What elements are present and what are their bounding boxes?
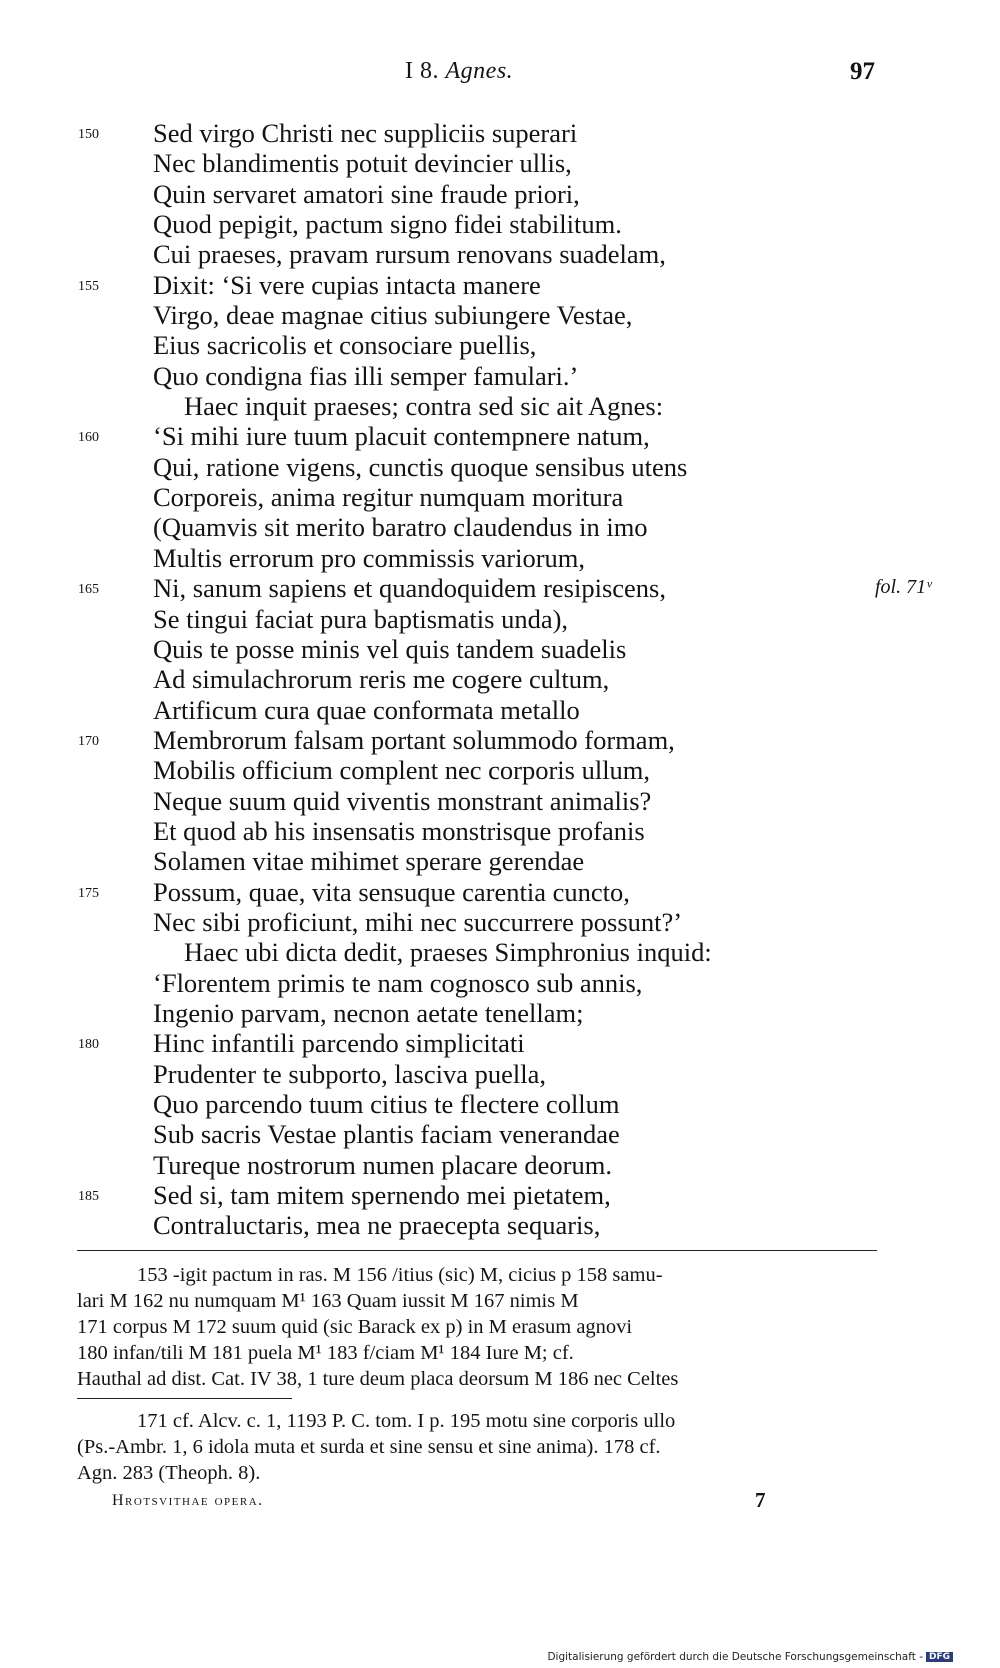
line-number: 175: [78, 885, 99, 901]
verse-text: Et quod ab his insensatis monstrisque profanis: [153, 815, 645, 846]
apparatus-divider: [77, 1250, 877, 1251]
verse-text: Sed virgo Christi nec suppliciis superari: [153, 118, 578, 148]
folio-marginal-note: fol. 71ᵛ: [875, 576, 932, 599]
running-head-prefix: I 8.: [405, 58, 446, 84]
verse-line: [0, 1150, 1000, 1180]
verse-text: Haec ubi dicta dedit, praeses Simphronius inquid:: [184, 937, 712, 968]
verse-line: [0, 786, 1000, 816]
source-text: Agn. 283 (Theoph. 8).: [77, 1462, 261, 1484]
verse-text: Virgo, deae magnae citius subiungere Vestae,: [153, 300, 633, 331]
verse-line: [0, 695, 1000, 725]
verse-text: Mobilis officium complent nec corporis ullum,: [153, 755, 651, 786]
line-number: 155: [78, 278, 99, 294]
source-line: [77, 1460, 877, 1486]
verse-text: Quo condigna fias illi semper famulari.’: [153, 360, 579, 391]
verse-line: [0, 1119, 1000, 1149]
verse-line: [0, 148, 1000, 178]
verse-line: [0, 1028, 1000, 1058]
apparatus-text: Hauthal ad dist. Cat. IV 38, 1 ture deum placa deorsum M 186 nec Celtes: [77, 1368, 679, 1390]
verse-text: Membrorum falsam portant solummodo formam,: [153, 724, 675, 755]
verse-line: [0, 361, 1000, 391]
verse-text: Quo parcendo tuum citius te flectere collum: [153, 1089, 620, 1119]
verse-line: [0, 330, 1000, 360]
verse-text: Dixit: ‘Si vere cupias intacta manere: [153, 269, 541, 300]
verse-line: [0, 118, 1000, 148]
source-text: (Ps.-Ambr. 1, 6 idola muta et surda et sine sensu et sine anima). 178 cf.: [77, 1436, 661, 1458]
page-number: 97: [850, 58, 875, 85]
verse-line: [0, 846, 1000, 876]
verse-text: Sub sacris Vestae plantis faciam venerandae: [153, 1119, 620, 1150]
apparatus-text: 153 -igit pactum in ras. M 156 /itius (sic) M, cicius p 158 samu-: [137, 1264, 663, 1286]
running-head-title: Agnes.: [445, 58, 514, 84]
line-number: 150: [78, 127, 99, 142]
verse-line: [0, 239, 1000, 269]
source-line: [77, 1408, 877, 1434]
apparatus-line: [77, 1340, 877, 1366]
verse-line: [0, 604, 1000, 634]
verse-text: Haec inquit praeses; contra sed sic ait Agnes:: [184, 391, 664, 422]
apparatus-text: 171 corpus M 172 suum quid (sic Barack ex p) in M erasum agnovi: [77, 1316, 633, 1338]
verse-text: Qui, ratione vigens, cunctis quoque sensibus utens: [153, 451, 688, 482]
verse-line: [0, 1180, 1000, 1210]
verse-line: [0, 452, 1000, 482]
line-number: 160: [78, 430, 99, 446]
line-number: 170: [78, 733, 99, 749]
verse-text: Contraluctaris, mea ne praecepta sequaris,: [153, 1210, 601, 1241]
verse-text: Prudenter te subporto, lasciva puella,: [153, 1058, 546, 1089]
signature-line: [0, 1488, 1000, 1518]
verse-text: Possum, quae, vita sensuque carentia cuncto,: [153, 876, 630, 907]
verse-text: Ni, sanum sapiens et quandoquidem resipiscens,: [153, 573, 666, 604]
apparatus-line: [77, 1288, 877, 1314]
verse-text: Cui praeses, pravam rursum renovans suadelam,: [153, 239, 666, 270]
verse-line: [0, 1089, 1000, 1119]
source-notes: [77, 1408, 877, 1486]
verse-line: [0, 270, 1000, 300]
apparatus-text: 180 infan/tili M 181 puela M¹ 183 f/ciam M¹ 184 Iure M; cf.: [77, 1342, 574, 1364]
dfg-logo-icon: DFG: [926, 1652, 953, 1662]
verse-text: Ad simulachrorum reris me cogere cultum,: [153, 664, 610, 695]
verse-line: [0, 968, 1000, 998]
verse-line: [0, 543, 1000, 573]
verse-line: [0, 755, 1000, 785]
apparatus-line: [77, 1366, 877, 1392]
verse-text: Nec blandimentis potuit devincier ullis,: [153, 148, 572, 179]
digitization-credit: [547, 1651, 953, 1663]
verse-line: [0, 421, 1000, 451]
credit-text: Digitalisierung gefördert durch die Deutsche Forschungsgemeinschaft -: [547, 1651, 923, 1663]
line-number: 185: [78, 1189, 99, 1205]
page-header: [0, 52, 1000, 92]
source-line: [77, 1434, 877, 1460]
source-text: 171 cf. Alcv. c. 1, 1193 P. C. tom. I p. 195 motu sine corporis ullo: [137, 1410, 676, 1432]
verse-text: Nec sibi proficiunt, mihi nec succurrere possunt?’: [153, 906, 683, 937]
verse-line: [0, 816, 1000, 846]
verse-text: Neque suum quid viventis monstrant animalis?: [153, 785, 652, 816]
verse-text: Hinc infantili parcendo simplicitati: [153, 1028, 525, 1059]
signature-mark: 7: [755, 1488, 766, 1512]
running-head: [405, 58, 513, 85]
verse-text: Se tingui faciat pura baptismatis unda),: [153, 603, 569, 634]
verse-text: Ingenio parvam, necnon aetate tenellam;: [153, 997, 584, 1028]
verse-text: Corporeis, anima regitur numquam moritura: [153, 482, 624, 513]
verse-text: Tureque nostrorum numen placare deorum.: [153, 1149, 612, 1180]
verse-line: [0, 907, 1000, 937]
line-number: 180: [78, 1037, 99, 1053]
verse-text: (Quamvis sit merito baratro claudendus in imo: [153, 512, 648, 543]
verse-line: [0, 482, 1000, 512]
verse-text: Sed si, tam mitem spernendo mei pietatem,: [153, 1180, 611, 1211]
verse-text: ‘Florentem primis te nam cognosco sub annis,: [153, 967, 643, 998]
verse-text: Eius sacricolis et consociare puellis,: [153, 330, 537, 361]
signature-title: Hrotsvithae opera.: [112, 1492, 264, 1509]
verse-text: Quod pepigit, pactum signo fidei stabilitum.: [153, 209, 622, 240]
verse-line: [0, 937, 1000, 967]
verse-line: [0, 209, 1000, 239]
critical-apparatus: [77, 1262, 877, 1392]
verse-line: [0, 998, 1000, 1028]
verse-line: [0, 512, 1000, 542]
verse-line: [0, 300, 1000, 330]
apparatus-line: [77, 1262, 877, 1288]
verse-line: [0, 664, 1000, 694]
verse-line: [0, 573, 1000, 603]
verse-text: Artificum cura quae conformata metallo: [153, 694, 580, 725]
verse-text: ‘Si mihi iure tuum placuit contempnere natum,: [153, 421, 650, 452]
verse-line: [0, 391, 1000, 421]
apparatus-text: lari M 162 nu numquam M¹ 163 Quam iussit M 167 nimis M: [77, 1290, 579, 1312]
verse-text: Quin servaret amatori sine fraude priori,: [153, 178, 580, 209]
sources-divider: [77, 1398, 292, 1399]
verse-line: [0, 877, 1000, 907]
apparatus-line: [77, 1314, 877, 1340]
verse-text: Multis errorum pro commissis variorum,: [153, 542, 586, 573]
poem-text: [0, 118, 1000, 1241]
line-number: 165: [78, 582, 99, 598]
verse-line: [0, 1210, 1000, 1240]
verse-text: Solamen vitae mihimet sperare gerendae: [153, 846, 585, 877]
verse-text: Quis te posse minis vel quis tandem suadelis: [153, 633, 627, 664]
verse-line: [0, 634, 1000, 664]
verse-line: [0, 725, 1000, 755]
verse-line: [0, 1059, 1000, 1089]
verse-line: [0, 179, 1000, 209]
